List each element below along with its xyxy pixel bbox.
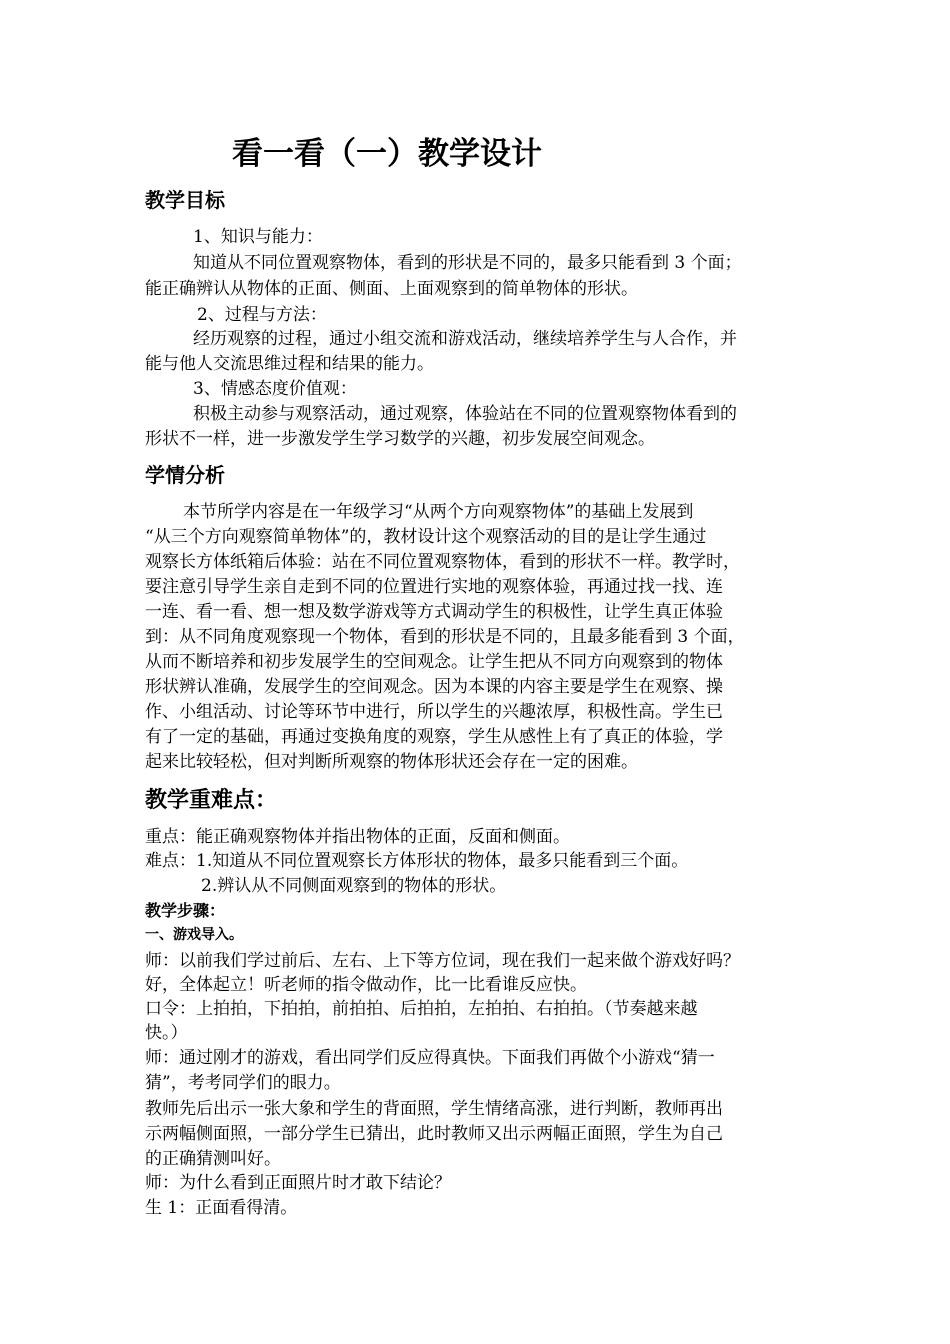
paragraph-line: 作、小组活动、讨论等环节中进行，所以学生的兴趣浓厚，积极性高。学生已	[145, 702, 723, 722]
difficulty-point: 难点：1.知道从不同位置观察长方体形状的物体，最多只能看到三个面。	[145, 851, 689, 871]
paragraph-line: 教师先后出示一张大象和学生的背面照，学生情绪高涨，进行判断，教师再出	[145, 1099, 723, 1119]
step-subheading: 一、游戏导入。	[145, 927, 243, 943]
goal-item-label: 1、知识与能力：	[193, 227, 323, 247]
paragraph-line: 师：为什么看到正面照片时才敢下结论？	[145, 1173, 451, 1193]
goal-item-label: 2、过程与方法：	[197, 305, 327, 325]
paragraph-line: 形状不一样，进一步激发学生学习数学的兴趣，初步发展空间观念。	[145, 429, 655, 449]
paragraph-line: 起来比较轻松，但对判断所观察的物体形状还会存在一定的困难。	[145, 752, 638, 772]
section-heading-steps: 教学步骤：	[145, 901, 226, 920]
paragraph-line: 观察长方体纸箱后体验：站在不同位置观察物体，看到的形状不一样。教学时，	[145, 552, 740, 572]
paragraph-line: 示两幅侧面照，一部分学生已猜出，此时教师又出示两幅正面照，学生为自己	[145, 1124, 723, 1144]
paragraph-line: 知道从不同位置观察物体，看到的形状是不同的，最多只能看到 3 个面；	[193, 253, 742, 273]
difficulty-point: 2.辨认从不同侧面观察到的物体的形状。	[201, 876, 507, 896]
paragraph-line: 能与他人交流思维过程和结果的能力。	[145, 354, 434, 374]
page-title: 看一看（一）教学设计	[232, 136, 542, 172]
section-heading-goals: 教学目标	[145, 188, 225, 212]
paragraph-line: 的正确猜测叫好。	[145, 1149, 281, 1169]
paragraph-line: 有了一定的基础，再通过变换角度的观察，学生从感性上有了真正的体验，学	[145, 727, 723, 747]
paragraph-line: 积极主动参与观察活动，通过观察，体验站在不同的位置观察物体看到的	[193, 404, 737, 424]
paragraph-line: 好，全体起立！听老师的指令做动作，比一比看谁反应快。	[145, 975, 587, 995]
paragraph-line: 从而不断培养和初步发展学生的空间观念。让学生把从不同方向观察到的物体	[145, 652, 723, 672]
paragraph-line: 口令：上拍拍，下拍拍，前拍拍、后拍拍，左拍拍、右拍拍。（节奏越来越	[145, 999, 698, 1019]
goal-item-label: 3、情感态度价值观：	[193, 379, 357, 399]
paragraph-line: 快。）	[145, 1023, 188, 1043]
paragraph-line: 到：从不同角度观察现一个物体，看到的形状是不同的，且最多能看到 3 个面，	[145, 627, 745, 647]
paragraph-line: 经历观察的过程，通过小组交流和游戏活动，继续培养学生与人合作，并	[193, 329, 737, 349]
focus-point: 重点：能正确观察物体并指出物体的正面，反面和侧面。	[145, 827, 570, 847]
paragraph-line: 生 1：正面看得清。	[145, 1198, 298, 1218]
paragraph-line: 猜”，考考同学们的眼力。	[145, 1073, 341, 1093]
paragraph-line: 要注意引导学生亲自走到不同的位置进行实地的观察体验，再通过找一找、连	[145, 577, 723, 597]
paragraph-line: 师：通过刚才的游戏，看出同学们反应得真快。下面我们再做个小游戏“猜一	[145, 1048, 715, 1068]
section-heading-analysis: 学情分析	[145, 463, 225, 487]
paragraph-line: 形状辨认准确，发展学生的空间观念。因为本课的内容主要是学生在观察、操	[145, 677, 723, 697]
paragraph-line: 一连、看一看、想一想及数学游戏等方式调动学生的积极性，让学生真正体验	[145, 602, 723, 622]
paragraph-line: 师：以前我们学过前后、左右、上下等方位词，现在我们一起来做个游戏好吗？	[145, 951, 740, 971]
paragraph-line: 能正确辨认从物体的正面、侧面、上面观察到的简单物体的形状。	[145, 279, 638, 299]
paragraph-line: “从三个方向观察简单物体”的，教材设计这个观察活动的目的是让学生通过	[145, 527, 707, 547]
paragraph-line: 本节所学内容是在一年级学习“从两个方向观察物体”的基础上发展到	[183, 502, 694, 522]
section-heading-keypoints: 教学重难点：	[145, 787, 278, 813]
